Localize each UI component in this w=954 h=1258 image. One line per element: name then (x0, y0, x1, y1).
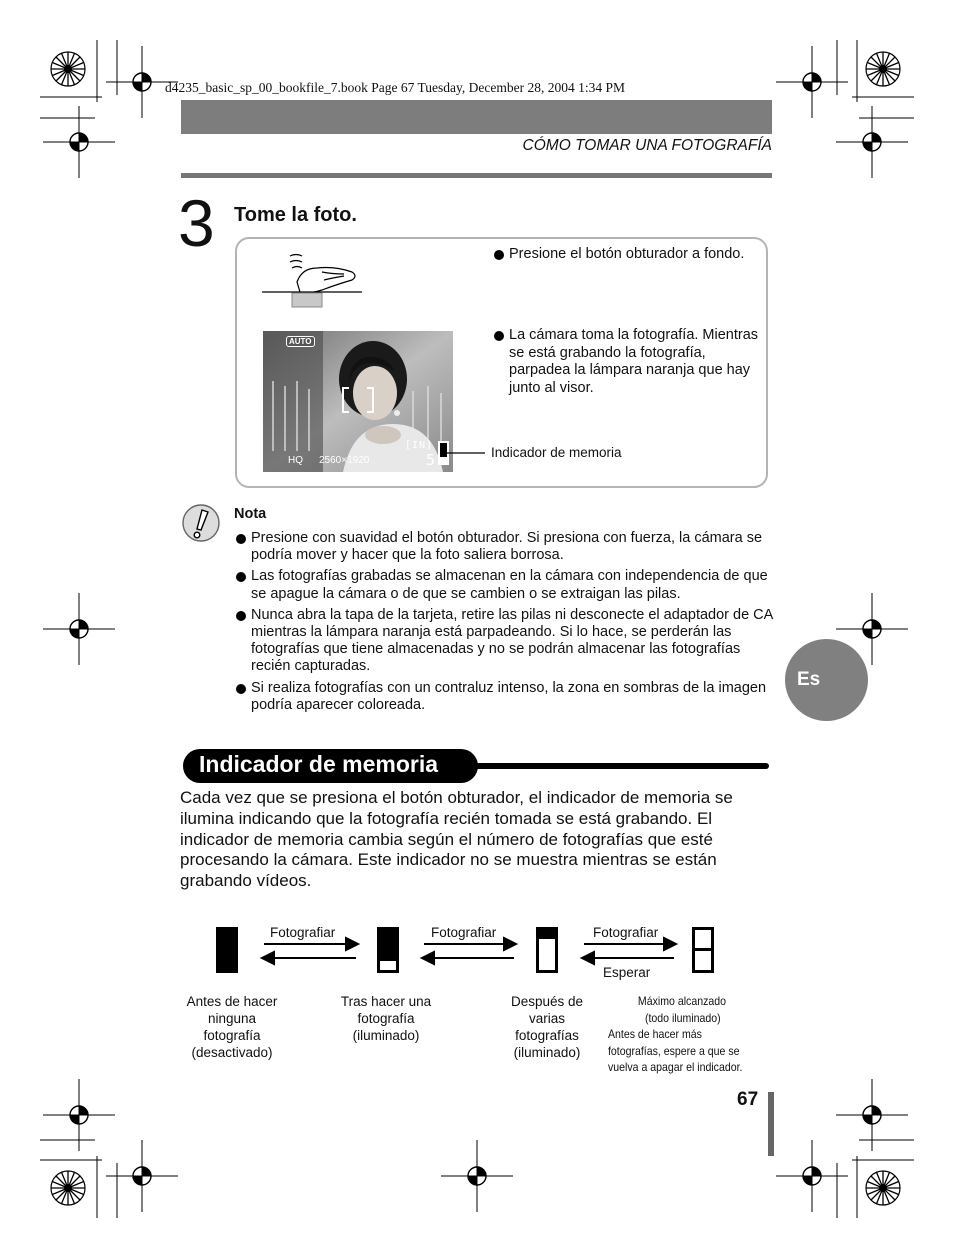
step-number: 3 (178, 186, 215, 260)
book-file-info: d4235_basic_sp_00_bookfile_7.book Page 67 Tuesday, December 28, 2004 1:34 PM (165, 80, 625, 95)
section-title-pill (183, 749, 478, 783)
page-number: 67 (737, 1089, 759, 1110)
arrow-label-shoot-3: Fotografiar (593, 925, 659, 940)
step-bullet-1: Presione el botón obturador a fondo. (494, 246, 779, 264)
arrow-label-shoot-1: Fotografiar (270, 925, 336, 940)
state-label-off: Antes de hacer ninguna fotografía (desactivado) (186, 994, 278, 1060)
indicator-state-off (216, 927, 238, 973)
step-bullet-2: La cámara toma la fotografía. Mientras se está grabando la fotografía, parpadea la lámpara naranja que hay junto al visor. (494, 327, 759, 397)
bullet-icon (236, 611, 246, 621)
memory-indicator-label: Indicador de memoria (491, 445, 622, 460)
remaining-shots: 5 (426, 451, 436, 469)
section-body: Cada vez que se presiona el botón obturador, el indicador de memoria se ilumina indicando que la fotografía recién tomada se está grabando. El indicador de memoria cambia según el número de fotografías que esté procesando la cámara. Este indicador no se muestra mientras se están grabando vídeos. (180, 788, 733, 891)
image-resolution: 2560×1920 (319, 455, 370, 466)
indicator-state-several-lit (536, 927, 558, 973)
state-label-all-lit: Máximo alcanzado (todo iluminado) Antes de hacer más fotografías, espere a que se vuelva a apagar el indicador. (608, 994, 743, 1074)
section-rule (460, 763, 769, 769)
bullet-icon (236, 684, 246, 694)
memory-indicator-leader-line (440, 449, 490, 459)
note-item: Las fotografías grabadas se almacenan en la cámara con independencia de que se apague la cámara o de que se cambien o se extraigan las pilas. (236, 568, 776, 602)
section-title: Indicador de memoria (199, 751, 439, 777)
bullet-icon (494, 250, 504, 260)
arrow-label-shoot-2: Fotografiar (431, 925, 497, 940)
indicator-state-all-lit (692, 927, 714, 973)
shutter-press-illustration (262, 246, 362, 308)
bullet-icon (494, 331, 504, 341)
note-item: Si realiza fotografías con un contraluz intenso, la zona en sombras de la imagen podría aparecer coloreada. (236, 680, 776, 714)
note-icon (181, 503, 221, 543)
note-list (236, 530, 776, 718)
af-target-mark (341, 386, 375, 414)
chapter-title: CÓMO TOMAR UNA FOTOGRAFÍA (522, 137, 772, 154)
step-title: Tome la foto. (234, 204, 357, 226)
indicator-state-one-lit (377, 927, 399, 973)
page-edge-bar (768, 1092, 774, 1156)
image-quality: HQ (288, 455, 303, 466)
bullet-icon (236, 572, 246, 582)
lcd-preview-photo (263, 331, 453, 472)
arrow-label-wait: Esperar (603, 965, 651, 980)
language-tab: Es (785, 639, 868, 721)
state-label-several-lit: Después de varias fotografías (iluminado) (510, 994, 584, 1060)
header-rule (181, 173, 772, 178)
state-label-one-lit: Tras hacer una fotografía (iluminado) (340, 994, 432, 1043)
note-item: Nunca abra la tapa de la tarjeta, retire las pilas ni desconecte el adaptador de CA mientras la lámpara naranja está parpadeando. Si lo hace, se perderán las fotografías que tiene almacenadas y no se podrán almacenar las fotografías recién capturadas. (236, 607, 776, 676)
internal-memory-tag: [IN] (405, 440, 434, 451)
note-title: Nota (234, 506, 267, 522)
bullet-icon (236, 534, 246, 544)
header-bar (181, 100, 772, 134)
note-item: Presione con suavidad el botón obturador. Si presiona con fuerza, la cámara se podría mover y hacer que la foto saliera borrosa. (236, 530, 776, 564)
auto-mode-icon: AUTO (286, 336, 315, 347)
